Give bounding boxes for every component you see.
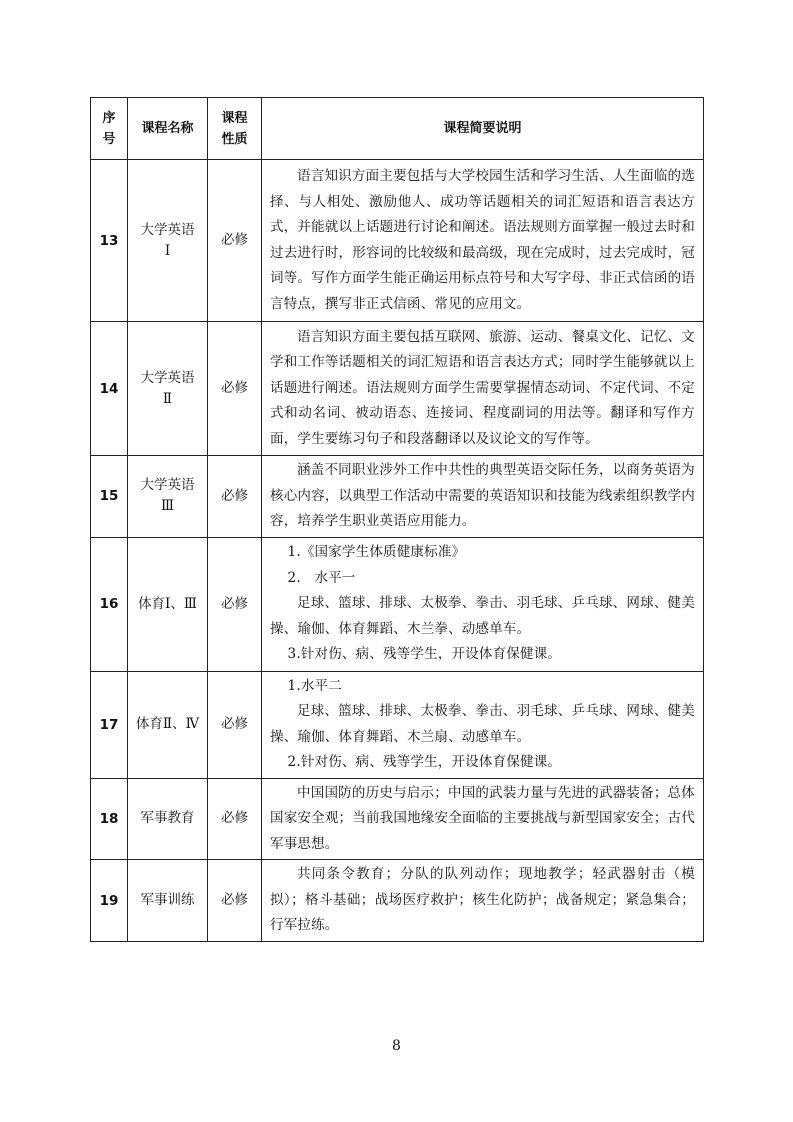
course-name: 体育Ⅰ、Ⅲ [128,537,208,671]
row-number: 14 [91,322,128,456]
page-number: 8 [392,1038,401,1054]
course-type: 必修 [208,537,262,671]
course-description [262,322,704,456]
course-description [262,860,704,942]
course-description [262,160,704,322]
description-line: 2. 水平一 [287,569,356,586]
course-type: 必修 [208,322,262,456]
course-description [262,537,704,671]
table-row [91,671,704,778]
course-table [90,97,704,942]
course-description [262,456,704,538]
description-line: 足球、篮球、排球、太极拳、拳击、羽毛球、乒乓球、网球、健美操、瑜伽、体育舞蹈、木兰拳、动感单车。 [270,595,695,637]
description-line: 2.针对伤、病、残等学生，开设体育保健课。 [287,754,562,770]
description-text: 语言知识方面主要包括与大学校园生活和学习生活、人生面临的选择、与人相处、激励他人、成功等话题相关的词汇短语和语言表达方式，并能就以上话题进行讨论和阐述。语法规则方面掌握一般过去时和过去进行时，形容词的比较级和最高级，现在完成时，过去完成时，冠词等。写作方面学生能正确运用标点符号和大写字母、非正式信函的语言特点，撰写非正式信函、常见的应用文。 [270,168,695,312]
row-number: 17 [91,671,128,778]
header-course-type: 课程性质 [208,98,262,160]
row-number: 16 [91,537,128,671]
course-description [262,778,704,860]
row-number: 13 [91,160,128,322]
header-course-description: 课程简要说明 [262,98,704,160]
row-number: 19 [91,860,128,942]
course-type: 必修 [208,160,262,322]
table-row [91,322,704,456]
course-type: 必修 [208,860,262,942]
description-text: 语言知识方面主要包括互联网、旅游、运动、餐桌文化、记忆、文学和工作等话题相关的词汇短语和语言表达方式；同时学生能够就以上话题进行阐述。语法规则方面学生需要掌握情态动词、不定代词、不定式和动名词、被动语态、连接词、程度副词的用法等。翻译和写作方面，学生要练习句子和段落翻译以及议论文的写作等。 [270,328,695,447]
description-line: 1.水平二 [287,677,342,694]
header-course-name: 课程名称 [128,98,208,160]
row-number: 15 [91,456,128,538]
table-row [91,537,704,671]
header-number: 序号 [91,98,128,160]
course-name: 体育Ⅱ、Ⅳ [128,671,208,778]
course-description [262,671,704,778]
table-row [91,860,704,942]
course-type: 必修 [208,671,262,778]
course-type: 必修 [208,778,262,860]
course-type: 必修 [208,456,262,538]
description-line: 1.《国家学生体质健康标准》 [287,544,466,561]
course-name [128,160,208,322]
description-text: 共同条令教育；分队的队列动作；现地教学；轻武器射击（模拟）；格斗基础；战场医疗救护；核生化防护；战备规定；紧急集合；行军拉练。 [270,866,695,934]
course-name-text: 大学英语 [140,369,195,386]
description-line: 足球、篮球、排球、太极拳、拳击、羽毛球、乒乓球、网球、健美操、瑜伽、体育舞蹈、木兰扇、动感单车。 [270,703,695,745]
description-text: 涵盖不同职业涉外工作中共性的典型英语交际任务，以商务英语为核心内容，以典型工作活动中需要的英语知识和技能为线索组织教学内容，培养学生职业英语应用能力。 [270,462,695,529]
course-name-text: 大学英语 [140,221,195,238]
course-name [128,456,208,538]
table-row [91,778,704,860]
course-name: 军事教育 [128,778,208,860]
row-number: 18 [91,778,128,860]
course-name-level: Ⅱ [162,390,173,407]
course-name: 军事训练 [128,860,208,942]
table-header-row [91,98,704,160]
course-name-level: Ⅲ [160,498,175,515]
course-name-text: 大学英语 [140,477,195,494]
course-name-level: Ⅰ [164,242,171,259]
table-row [91,160,704,322]
course-name [128,322,208,456]
table-row [91,456,704,538]
description-text: 中国国防的历史与启示；中国的武装力量与先进的武器装备；总体国家安全观；当前我国地缘安全面临的主要挑战与新型国家安全；古代军事思想。 [270,784,695,852]
description-line: 3.针对伤、病、残等学生，开设体育保健课。 [287,646,562,663]
